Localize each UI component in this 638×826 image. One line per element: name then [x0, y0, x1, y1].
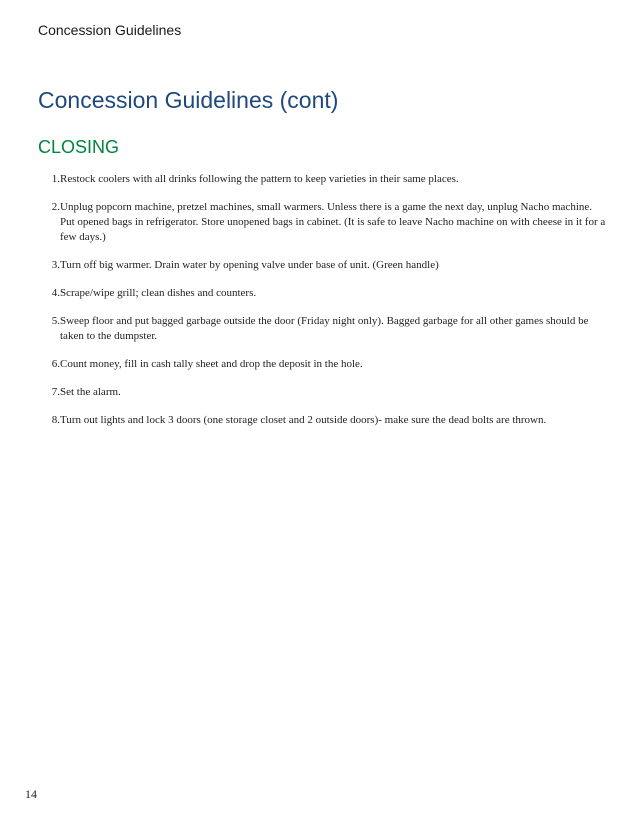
item-number: 2.	[51, 201, 60, 213]
item-text: Set the alarm.	[60, 386, 121, 398]
item-number: 5.	[51, 315, 60, 327]
item-text: Unplug popcorn machine, pretzel machines, small warmers. Unless there is a game the next day, unplug Nacho machine. Put opened bags in refrigerator. Store unopened bags in cabinet. (It is safe to leave Nacho machine on with cheese in it for a few days.)	[60, 201, 606, 243]
list-item	[40, 258, 608, 273]
item-text: Scrape/wipe grill; clean dishes and counters.	[60, 287, 257, 299]
item-text: Restock coolers with all drinks following the pattern to keep varieties in their same places.	[60, 173, 459, 185]
item-number: 3.	[51, 259, 60, 271]
list-item	[40, 172, 608, 187]
item-number: 8.	[51, 414, 60, 426]
item-number: 7.	[51, 386, 60, 398]
item-text: Count money, fill in cash tally sheet and drop the deposit in the hole.	[60, 358, 363, 370]
item-text: Turn off big warmer. Drain water by opening valve under base of unit. (Green handle)	[60, 259, 439, 271]
list-item	[40, 357, 608, 372]
item-number: 4.	[51, 287, 60, 299]
item-text: Sweep floor and put bagged garbage outside the door (Friday night only). Bagged garbage for all other games should be taken to the dumpster.	[60, 315, 589, 342]
closing-steps-list	[40, 172, 608, 441]
item-text: Turn out lights and lock 3 doors (one storage closet and 2 outside doors)- make sure the dead bolts are thrown.	[60, 414, 547, 426]
list-item	[40, 413, 608, 428]
item-number: 1.	[51, 173, 60, 185]
list-item	[40, 200, 608, 245]
page-title: Concession Guidelines (cont)	[38, 87, 339, 113]
item-number: 6.	[51, 358, 60, 370]
section-heading: CLOSING	[38, 137, 120, 157]
page-number: 14	[25, 787, 37, 801]
list-item	[40, 385, 608, 400]
running-header: Concession Guidelines	[38, 22, 182, 38]
list-item	[40, 286, 608, 301]
list-item	[40, 314, 608, 344]
